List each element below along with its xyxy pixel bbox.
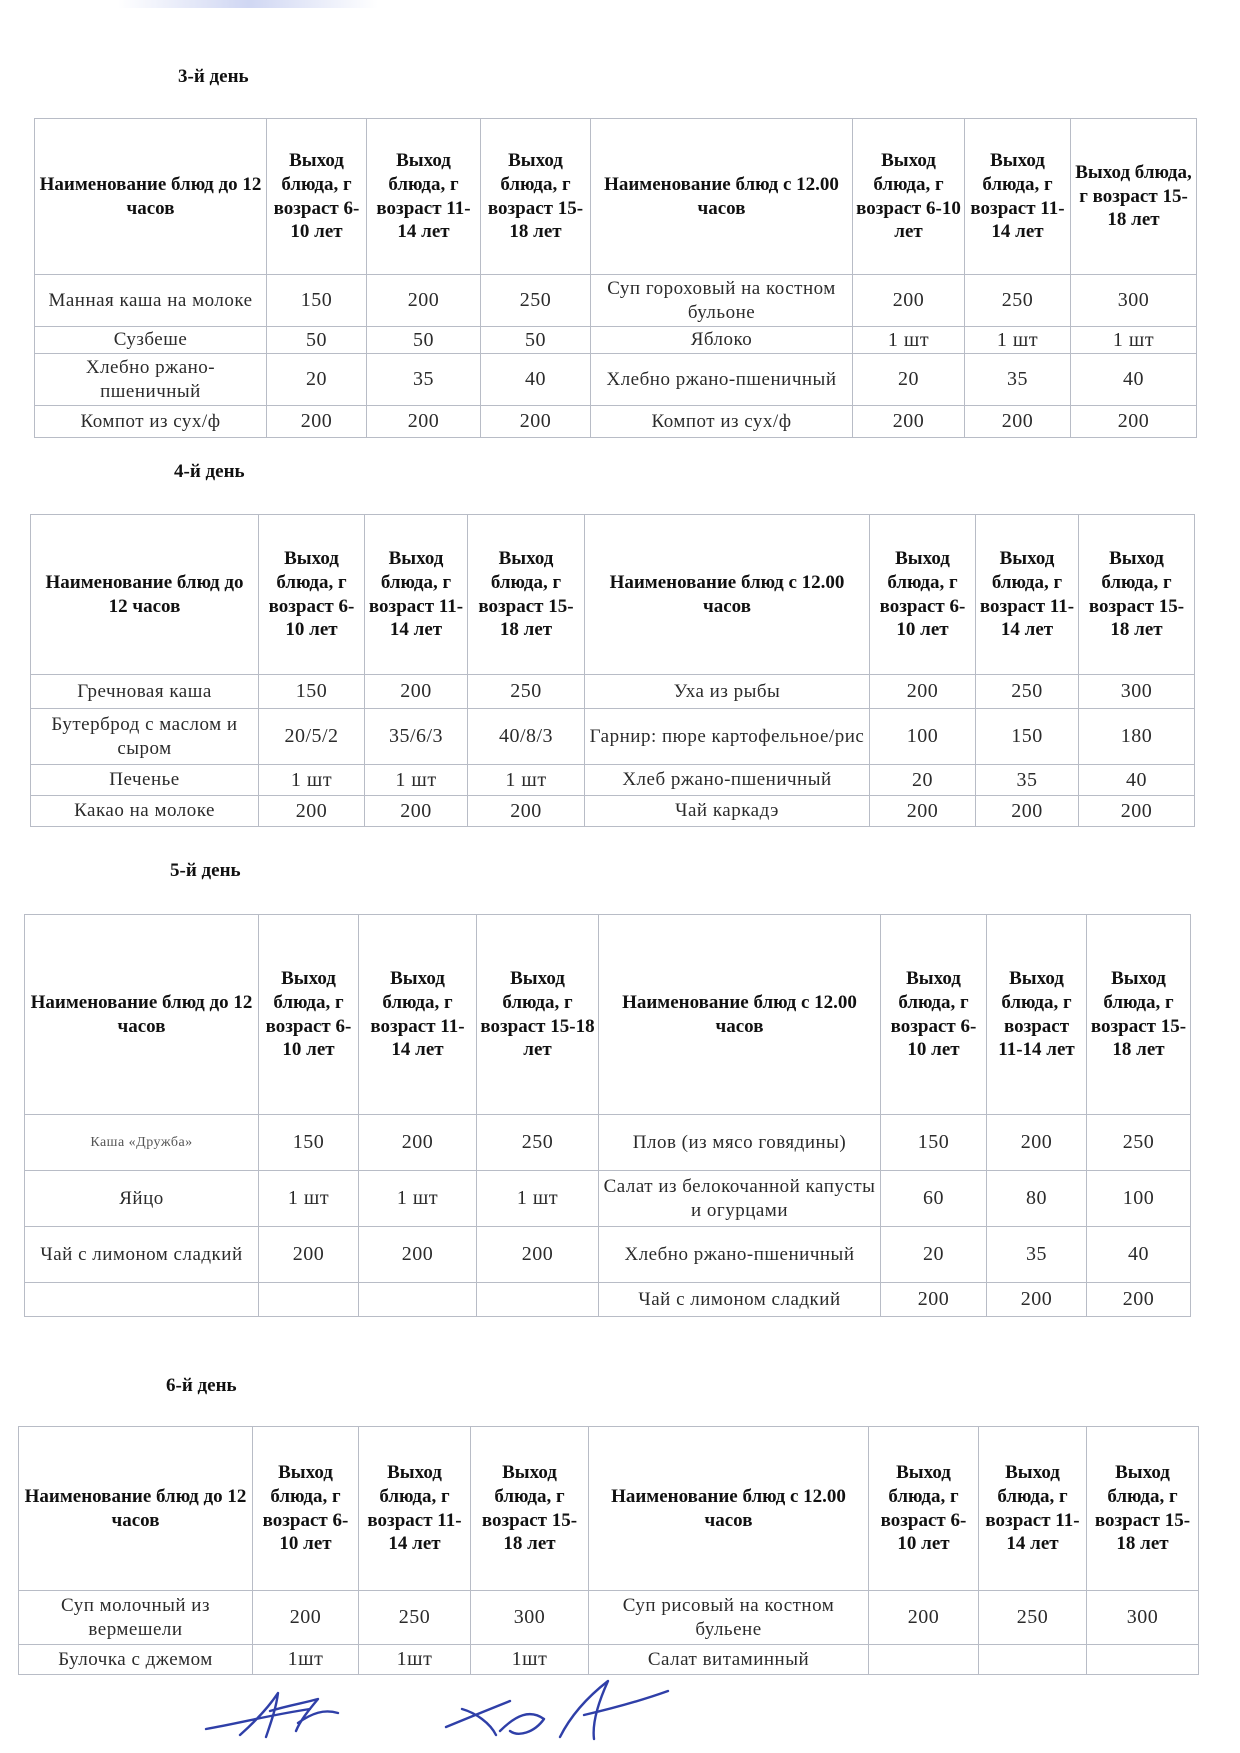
value-cell: 200	[1087, 1283, 1191, 1317]
value-cell: 200	[367, 275, 481, 327]
day-3-table	[34, 118, 1197, 438]
day-6-title: 6-й день	[166, 1375, 237, 1396]
value-cell: 200	[259, 1227, 359, 1283]
header-yield: Выход блюда, г возраст 11-14 лет	[976, 515, 1079, 675]
header-yield: Выход блюда, г возраст 6-10 лет	[870, 515, 976, 675]
header-before: Наименование блюд до 12 часов	[25, 915, 259, 1115]
header-yield: Выход блюда, г возраст 6-10 лет	[259, 915, 359, 1115]
day-5-title: 5-й день	[170, 860, 241, 881]
table-row	[19, 1591, 1199, 1645]
value-cell: 200	[259, 796, 365, 827]
dish-cell: Гречновая каша	[31, 675, 259, 709]
day-5-table	[24, 914, 1191, 1317]
value-cell: 20	[853, 354, 965, 406]
value-cell: 1 шт	[468, 765, 585, 796]
value-cell: 200	[987, 1283, 1087, 1317]
dish-cell: Компот из сух/ф	[35, 406, 267, 438]
value-cell: 20	[870, 765, 976, 796]
value-cell: 200	[870, 796, 976, 827]
header-yield: Выход блюда, г возраст 15-18 лет	[481, 119, 591, 275]
value-cell: 300	[1087, 1591, 1199, 1645]
dish-cell: Хлебно ржано-пшеничный	[591, 354, 853, 406]
value-cell: 40	[1087, 1227, 1191, 1283]
value-cell: 250	[1087, 1115, 1191, 1171]
value-cell: 80	[987, 1171, 1087, 1227]
value-cell: 100	[870, 709, 976, 765]
value-cell: 150	[976, 709, 1079, 765]
value-cell: 1 шт	[259, 765, 365, 796]
value-cell: 1 шт	[259, 1171, 359, 1227]
value-cell: 35	[367, 354, 481, 406]
value-cell: 35/6/3	[365, 709, 468, 765]
value-cell: 200	[468, 796, 585, 827]
value-cell: 200	[367, 406, 481, 438]
header-yield: Выход блюда, г возраст 6-10 лет	[259, 515, 365, 675]
signature-2	[446, 1681, 668, 1739]
header-yield: Выход блюда, г возраст 11-14 лет	[979, 1427, 1087, 1591]
value-cell: 200	[359, 1227, 477, 1283]
value-cell: 200	[359, 1115, 477, 1171]
value-cell: 200	[976, 796, 1079, 827]
header-after: Наименование блюд с 12.00 часов	[589, 1427, 869, 1591]
table-row	[25, 1115, 1191, 1171]
value-cell: 200	[869, 1591, 979, 1645]
header-yield: Выход блюда, г возраст 11-14 лет	[365, 515, 468, 675]
header-row	[19, 1427, 1199, 1591]
value-cell	[259, 1283, 359, 1317]
table-row	[35, 327, 1197, 354]
value-cell: 300	[1071, 275, 1197, 327]
value-cell: 250	[965, 275, 1071, 327]
signature-1	[206, 1693, 338, 1737]
value-cell: 200	[987, 1115, 1087, 1171]
value-cell: 200	[267, 406, 367, 438]
header-yield: Выход блюда, г возраст 15-18 лет	[477, 915, 599, 1115]
header-yield: Выход блюда, г возраст 6-10 лет	[881, 915, 987, 1115]
dish-cell: Плов (из мясо говядины)	[599, 1115, 881, 1171]
value-cell: 250	[481, 275, 591, 327]
value-cell: 150	[267, 275, 367, 327]
value-cell: 200	[1071, 406, 1197, 438]
header-yield: Выход блюда, г возраст 15-18 лет	[468, 515, 585, 675]
header-yield: Выход блюда, г возраст 6-10 лет	[869, 1427, 979, 1591]
value-cell: 1шт	[359, 1645, 471, 1675]
value-cell: 35	[976, 765, 1079, 796]
value-cell: 1 шт	[965, 327, 1071, 354]
dish-cell: Хлебно ржано-пшеничный	[35, 354, 267, 406]
table-row	[31, 796, 1195, 827]
value-cell: 300	[1079, 675, 1195, 709]
value-cell: 1шт	[471, 1645, 589, 1675]
dish-cell: Бутерброд с маслом и сыром	[31, 709, 259, 765]
header-yield: Выход блюда, г возраст 15-18 лет	[1087, 1427, 1199, 1591]
header-row	[25, 915, 1191, 1115]
value-cell: 40/8/3	[468, 709, 585, 765]
header-before: Наименование блюд до 12 часов	[35, 119, 267, 275]
dish-cell: Печенье	[31, 765, 259, 796]
value-cell: 300	[471, 1591, 589, 1645]
table-row	[35, 275, 1197, 327]
dish-cell: Салат витаминный	[589, 1645, 869, 1675]
header-row	[35, 119, 1197, 275]
dish-cell: Чай каркадэ	[585, 796, 870, 827]
value-cell: 20/5/2	[259, 709, 365, 765]
day-4-title: 4-й день	[174, 461, 245, 482]
value-cell: 1шт	[253, 1645, 359, 1675]
table-row	[35, 406, 1197, 438]
value-cell	[359, 1283, 477, 1317]
dish-cell: Гарнир: пюре картофельное/рис	[585, 709, 870, 765]
dish-cell: Каша «Дружба»	[25, 1115, 259, 1171]
value-cell: 1 шт	[477, 1171, 599, 1227]
table-row	[25, 1227, 1191, 1283]
value-cell: 200	[253, 1591, 359, 1645]
value-cell: 40	[1071, 354, 1197, 406]
value-cell: 250	[477, 1115, 599, 1171]
value-cell: 250	[976, 675, 1079, 709]
dish-cell: Уха из рыбы	[585, 675, 870, 709]
header-after: Наименование блюд с 12.00 часов	[599, 915, 881, 1115]
dish-cell: Салат из белокочанной капусты и огурцами	[599, 1171, 881, 1227]
dish-cell: Яйцо	[25, 1171, 259, 1227]
value-cell: 200	[853, 406, 965, 438]
table-row	[25, 1171, 1191, 1227]
value-cell: 1 шт	[359, 1171, 477, 1227]
dish-cell: Суп гороховый на костном бульоне	[591, 275, 853, 327]
header-yield: Выход блюда, г возраст 11-14 лет	[987, 915, 1087, 1115]
header-after: Наименование блюд с 12.00 часов	[591, 119, 853, 275]
header-yield: Выход блюда, г возраст 6-10 лет	[853, 119, 965, 275]
scan-artifact	[118, 0, 378, 8]
value-cell: 35	[987, 1227, 1087, 1283]
value-cell: 200	[481, 406, 591, 438]
header-after: Наименование блюд с 12.00 часов	[585, 515, 870, 675]
header-row	[31, 515, 1195, 675]
value-cell: 20	[881, 1227, 987, 1283]
day-4-table	[30, 514, 1195, 827]
dish-cell: Какао на молоке	[31, 796, 259, 827]
header-yield: Выход блюда, г возраст 11-14 лет	[359, 1427, 471, 1591]
value-cell: 250	[468, 675, 585, 709]
value-cell: 40	[1079, 765, 1195, 796]
value-cell: 1 шт	[1071, 327, 1197, 354]
dish-cell: Чай с лимоном сладкий	[25, 1227, 259, 1283]
header-before: Наименование блюд до 12 часов	[31, 515, 259, 675]
dish-cell: Суп рисовый на костном бульене	[589, 1591, 869, 1645]
value-cell: 200	[1079, 796, 1195, 827]
value-cell: 100	[1087, 1171, 1191, 1227]
value-cell: 180	[1079, 709, 1195, 765]
value-cell	[979, 1645, 1087, 1675]
day-3-title: 3-й день	[178, 66, 249, 87]
dish-cell	[25, 1283, 259, 1317]
value-cell: 150	[881, 1115, 987, 1171]
value-cell: 200	[365, 675, 468, 709]
value-cell: 200	[365, 796, 468, 827]
header-before: Наименование блюд до 12 часов	[19, 1427, 253, 1591]
dish-cell: Сузбеше	[35, 327, 267, 354]
value-cell	[1087, 1645, 1199, 1675]
dish-cell: Манная каша на молоке	[35, 275, 267, 327]
dish-cell: Яблоко	[591, 327, 853, 354]
value-cell: 150	[259, 1115, 359, 1171]
table-row	[25, 1283, 1191, 1317]
header-yield: Выход блюда, г возраст 15-18 лет	[1071, 119, 1197, 275]
value-cell: 200	[870, 675, 976, 709]
value-cell: 35	[965, 354, 1071, 406]
value-cell: 200	[881, 1283, 987, 1317]
header-yield: Выход блюда, г возраст 6-10 лет	[253, 1427, 359, 1591]
value-cell: 250	[979, 1591, 1087, 1645]
dish-cell: Компот из сух/ф	[591, 406, 853, 438]
table-row	[31, 765, 1195, 796]
value-cell: 60	[881, 1171, 987, 1227]
value-cell: 1 шт	[853, 327, 965, 354]
value-cell: 20	[267, 354, 367, 406]
table-row	[31, 675, 1195, 709]
dish-cell: Булочка с джемом	[19, 1645, 253, 1675]
dish-cell: Суп молочный из вермешели	[19, 1591, 253, 1645]
header-yield: Выход блюда, г возраст 15-18 лет	[1079, 515, 1195, 675]
header-yield: Выход блюда, г возраст 6-10 лет	[267, 119, 367, 275]
value-cell: 50	[481, 327, 591, 354]
value-cell	[869, 1645, 979, 1675]
day-6-table	[18, 1426, 1199, 1675]
value-cell	[477, 1283, 599, 1317]
table-row	[35, 354, 1197, 406]
table-row	[31, 709, 1195, 765]
dish-cell: Хлеб ржано-пшеничный	[585, 765, 870, 796]
value-cell: 40	[481, 354, 591, 406]
value-cell: 1 шт	[365, 765, 468, 796]
value-cell: 50	[267, 327, 367, 354]
header-yield: Выход блюда, г возраст 15-18 лет	[1087, 915, 1191, 1115]
dish-cell: Хлебно ржано-пшеничный	[599, 1227, 881, 1283]
signatures	[200, 1665, 760, 1753]
header-yield: Выход блюда, г возраст 11-14 лет	[965, 119, 1071, 275]
value-cell: 200	[477, 1227, 599, 1283]
header-yield: Выход блюда, г возраст 11-14 лет	[367, 119, 481, 275]
value-cell: 50	[367, 327, 481, 354]
header-yield: Выход блюда, г возраст 15-18 лет	[471, 1427, 589, 1591]
value-cell: 200	[853, 275, 965, 327]
header-yield: Выход блюда, г возраст 11-14 лет	[359, 915, 477, 1115]
value-cell: 200	[965, 406, 1071, 438]
dish-cell: Чай с лимоном сладкий	[599, 1283, 881, 1317]
value-cell: 150	[259, 675, 365, 709]
value-cell: 250	[359, 1591, 471, 1645]
